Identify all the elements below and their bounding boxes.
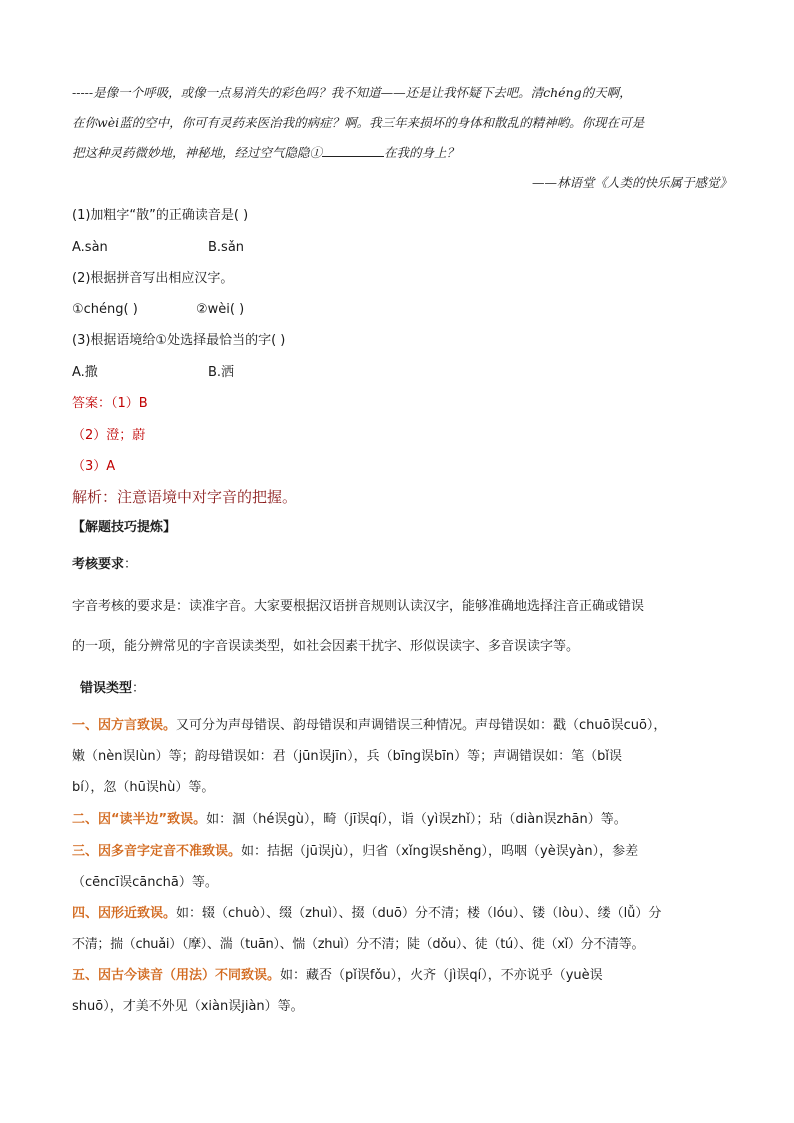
error-types-heading-line	[80, 680, 145, 698]
question-1: (1)加粗字“散”的正确读音是( )	[72, 208, 249, 223]
type-3-line-2: （cēncī误cānchā）等。	[72, 875, 218, 890]
passage-line-3	[72, 144, 459, 162]
type-2-title: 二、因“读半边”致误。	[72, 812, 207, 827]
type-2-line-1	[72, 811, 627, 829]
question-2-item-1: ①chéng( )	[72, 302, 138, 317]
type-1-title: 一、因方言致误。	[72, 718, 177, 733]
question-1-option-b: B.sǎn	[208, 240, 245, 255]
passage-source: ——林语堂《人类的快乐属于感觉》	[532, 175, 733, 190]
type-2-text-1: 如：涸（hé误gù），畸（jī误qí），诣（yì误zhǐ）；玷（diàn误zhān）等。	[206, 812, 627, 827]
answer-line-2: （2）澄；蔚	[72, 428, 146, 443]
answer-line-1: 答案：（1）B	[72, 396, 148, 411]
type-5-line-2: shuō），才美不外见（xiàn误jiàn）等。	[72, 999, 304, 1014]
question-2: (2)根据拼音写出相应汉字。	[72, 271, 234, 286]
requirement-paragraph-line-2: 的一项，能分辨常见的字音误读类型，如社会因素干扰字、形似误读字、多音误读字等。	[72, 639, 580, 654]
requirement-heading-line	[72, 556, 137, 574]
type-5-title: 五、因古今读音（用法）不同致误。	[72, 968, 281, 983]
tips-heading: 【解题技巧提炼】	[72, 520, 177, 535]
type-4-line-1	[72, 905, 661, 923]
type-3-title: 三、因多音字定音不准致误。	[72, 844, 242, 859]
answer-line-3: （3）A	[72, 459, 116, 474]
error-types-colon: ：	[132, 681, 146, 696]
question-3-option-a: A.撒	[72, 365, 98, 380]
question-1-option-a: A.sàn	[72, 240, 108, 255]
type-1-line-3: bí），忽（hū误hù）等。	[72, 780, 215, 795]
question-3: (3)根据语境给①处选择最恰当的字( )	[72, 333, 286, 348]
type-1-text-1: 又可分为声母错误、韵母错误和声调错误三种情况。声母错误如：戳（chuō误cuō），	[176, 718, 667, 733]
type-5-line-1	[72, 967, 603, 985]
requirement-paragraph-line-1: 字音考核的要求是：读准字音。大家要根据汉语拼音规则认读汉字，能够准确地选择注音正确或错误	[72, 599, 645, 614]
type-1-line-2: 嫩（nèn误lùn）等；韵母错误如：君（jūn误jīn），兵（bīng误bīn）等；声调错误如：笔（bǐ误	[72, 749, 622, 764]
type-4-title: 四、因形近致误。	[72, 906, 177, 921]
blank-line	[322, 144, 384, 157]
requirement-heading: 考核要求	[72, 557, 125, 572]
type-5-text-1: 如：藏否（pǐ误fǒu），火齐（jì误qí），不亦说乎（yuè误	[280, 968, 603, 983]
type-1-line-1	[72, 717, 666, 735]
error-types-heading: 错误类型	[80, 681, 133, 696]
type-3-line-1	[72, 843, 638, 861]
type-4-line-2: 不清；揣（chuǎi）（摩）、湍（tuān）、惴（zhuì）分不清；陡（dǒu）、徒（tú）、徙（xǐ）分不清等。	[72, 937, 645, 952]
requirement-colon: ：	[124, 557, 138, 572]
passage-line-1: -----是像一个呼吸，或像一点易消失的彩色吗？我不知道——还是让我怀疑下去吧。清chéng的天啊，	[72, 85, 632, 100]
type-4-text-1: 如：辍（chuò）、缀（zhuì）、掇（duō）分不清；楼（lóu）、镂（lòu）、缕（lǚ）分	[176, 906, 662, 921]
analysis: 解析：注意语境中对字音的把握。	[72, 488, 298, 506]
question-3-option-b: B.洒	[208, 365, 235, 380]
question-2-item-2: ②wèi( )	[196, 302, 245, 317]
passage-line-2: 在你wèi蓝的空中，你可有灵药来医治我的病症？啊。我三年来损坏的身体和散乱的精神哟。你现在可是	[72, 115, 645, 130]
passage-line-3-end: 在我的身上？	[384, 145, 460, 160]
type-3-text-1: 如：拮据（jū误jù），归省（xǐng误shěng），呜咽（yè误yàn），参差	[241, 844, 639, 859]
passage-line-3-start: 把这种灵药微妙地，神秘地，经过空气隐隐①	[72, 145, 323, 160]
